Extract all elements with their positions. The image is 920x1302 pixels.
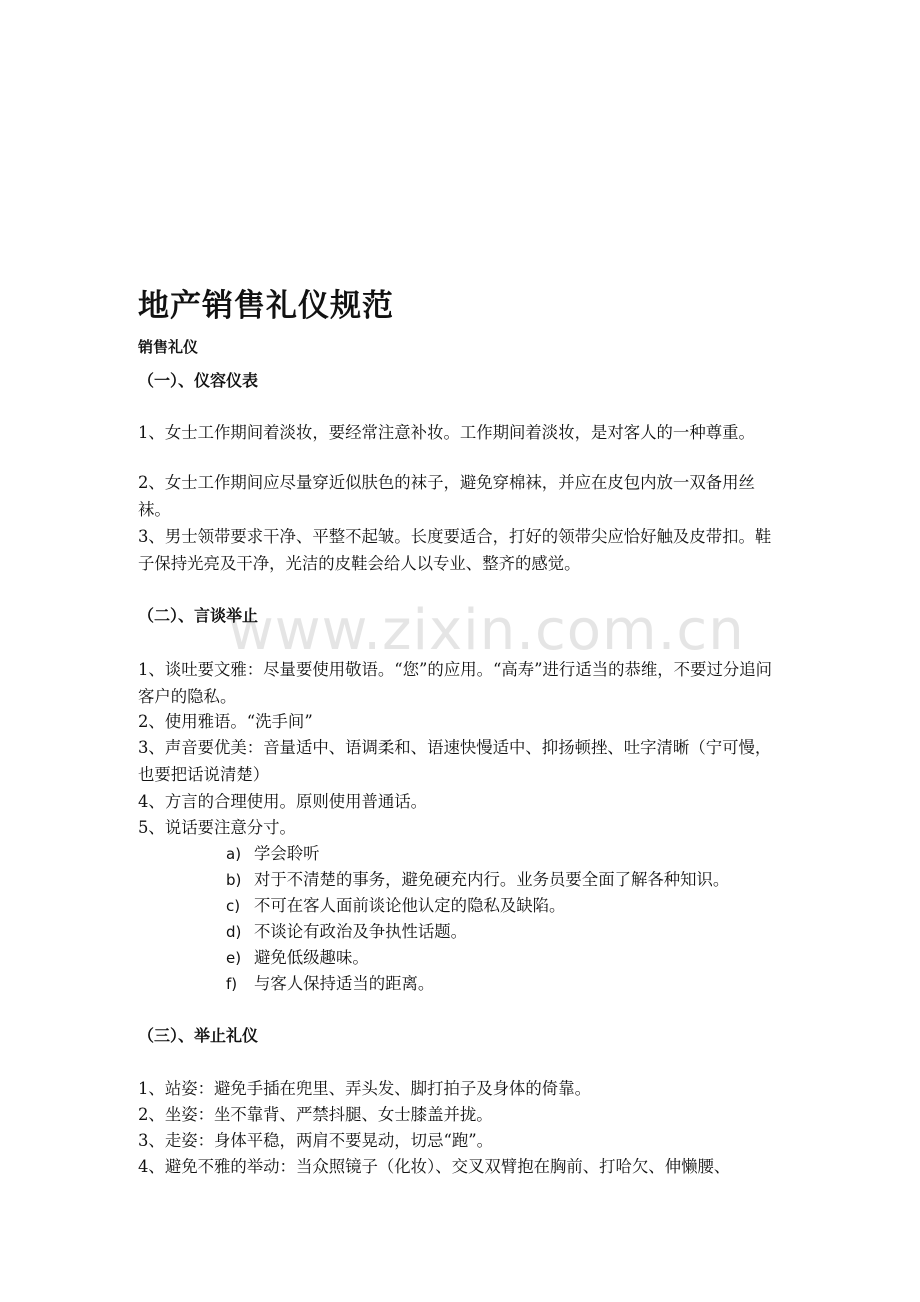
list-marker: e) (226, 949, 242, 967)
list-item (226, 892, 565, 920)
document-subtitle: 销售礼仪 (138, 338, 199, 356)
paragraph: 2、女士工作期间应尽量穿近似肤色的袜子，避免穿棉袜，并应在皮包内放一双备用丝袜。 (138, 473, 755, 519)
section-heading-manners: （三）、举止礼仪 (138, 1026, 259, 1045)
section-heading-appearance: （一）、仪容仪表 (138, 371, 259, 390)
paragraph: 4、方言的合理使用。原则使用普通话。 (138, 792, 428, 811)
paragraph: 2、坐姿：坐不靠背、严禁抖腿、女士膝盖并拢。 (138, 1105, 493, 1124)
list-item-text: 不可在客人面前谈论他认定的隐私及缺陷。 (254, 896, 566, 915)
list-item-text: 学会聆听 (254, 844, 320, 863)
list-marker: a) (226, 845, 242, 863)
list-marker: f) (226, 975, 238, 993)
section-heading-speech: （二）、言谈举止 (138, 606, 259, 625)
list-item-text: 与客人保持适当的距离。 (254, 974, 435, 993)
paragraph: 5、说话要注意分寸。 (138, 818, 296, 837)
list-item (226, 918, 467, 946)
paragraph: 2、使用雅语。“洗手间” (138, 712, 313, 731)
list-item-text: 对于不清楚的事务，避免硬充内行。业务员要全面了解各种知识。 (254, 870, 730, 889)
list-item-text: 不谈论有政治及争执性话题。 (254, 922, 468, 941)
paragraph: 4、避免不雅的举动：当众照镜子（化妆）、交叉双臂抱在胸前、打哈欠、伸懒腰、 (138, 1157, 731, 1176)
list-item (226, 840, 320, 868)
paragraph: 1、谈吐要文雅：尽量要使用敬语。“您”的应用。“高寿”进行适当的恭维，不要过分追问客户的隐私。 (138, 660, 773, 706)
list-item (226, 866, 729, 894)
list-marker: d) (226, 923, 242, 941)
paragraph: 1、女士工作期间着淡妆，要经常注意补妆。工作期间着淡妆，是对客人的一种尊重。 (138, 423, 755, 442)
document-title: 地产销售礼仪规范 (138, 288, 394, 324)
watermark: www.zixin.com.cn (228, 598, 745, 663)
list-item (226, 970, 434, 998)
paragraph: 3、男士领带要求干净、平整不起皱。长度要适合，打好的领带尖应恰好触及皮带扣。鞋子保持光亮及干净，光洁的皮鞋会给人以专业、整齐的感觉。 (138, 527, 772, 573)
paragraph: 3、走姿：身体平稳，两肩不要晃动，切忌“跑”。 (138, 1131, 493, 1150)
paragraph: 1、站姿：避免手插在兜里、弄头发、脚打拍子及身体的倚靠。 (138, 1079, 591, 1098)
list-item-text: 避免低级趣味。 (254, 948, 369, 967)
list-item (226, 944, 369, 972)
list-marker: b) (226, 871, 242, 889)
list-marker: c) (226, 897, 241, 915)
paragraph: 3、声音要优美：音量适中、语调柔和、语速快慢适中、抑扬顿挫、吐字清晰（宁可慢，也要把话说清楚） (138, 738, 772, 784)
